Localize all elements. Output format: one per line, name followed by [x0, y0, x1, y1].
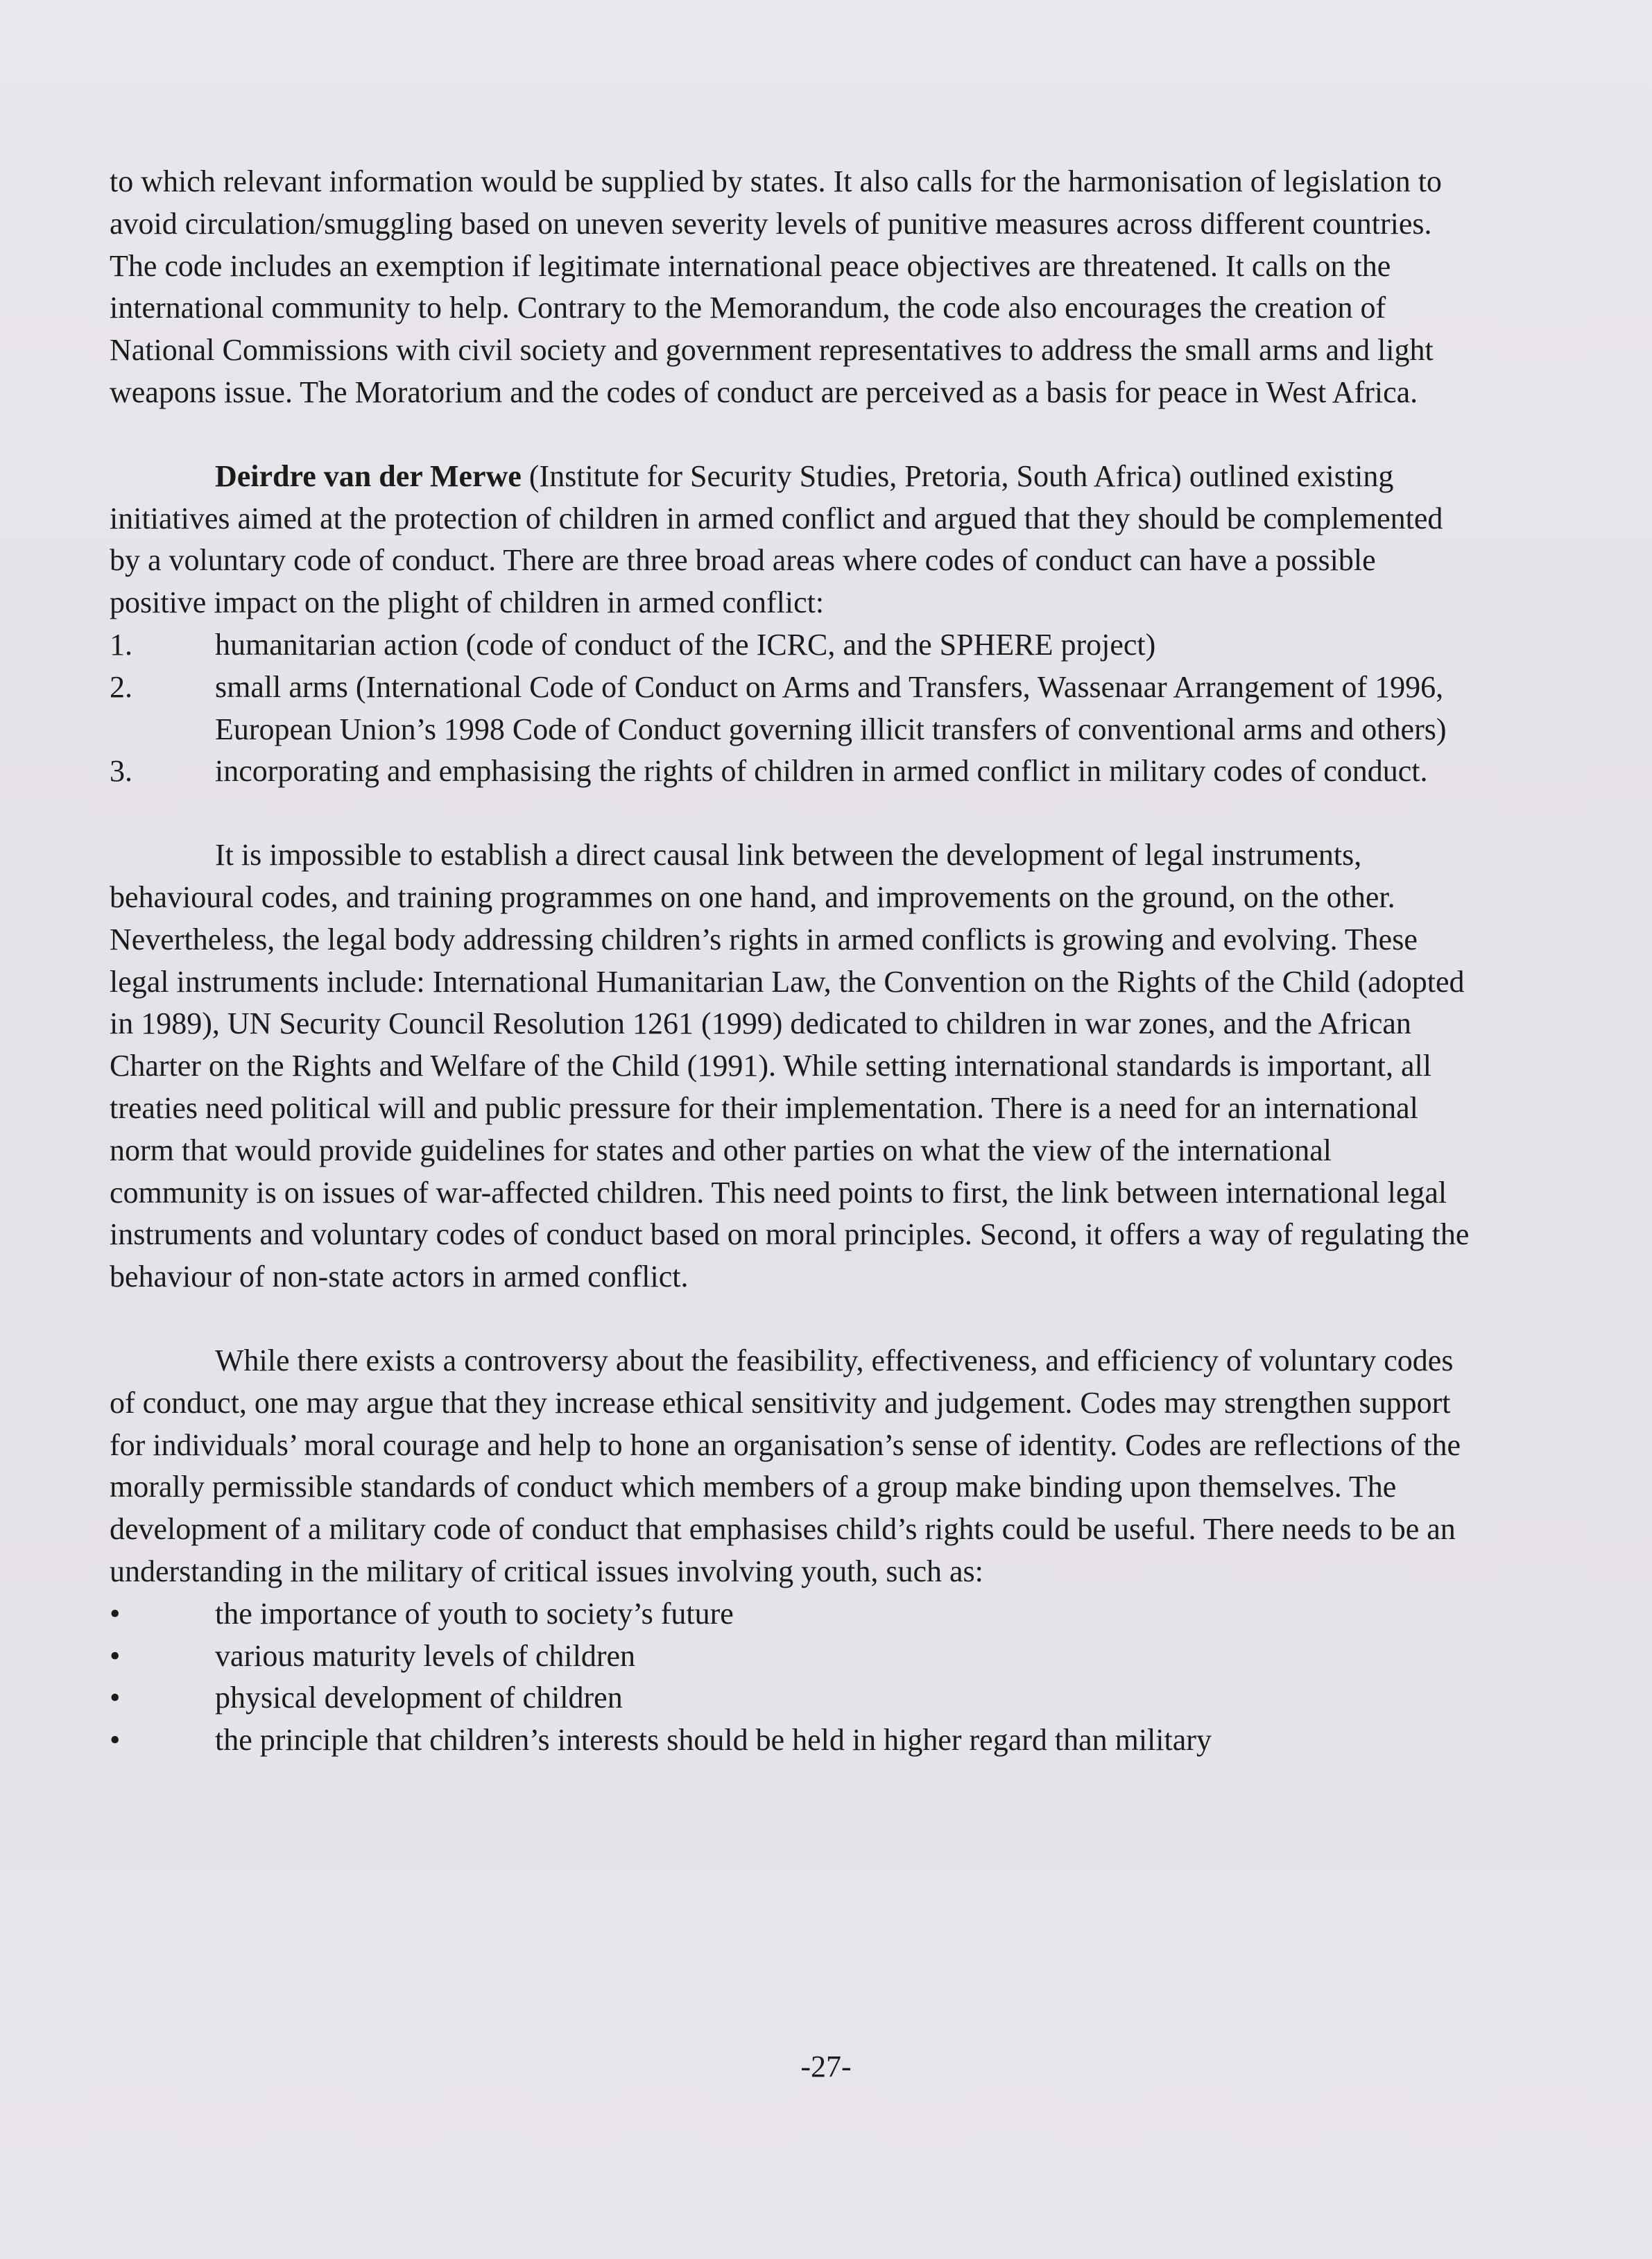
paragraph-gap — [110, 793, 1477, 834]
bullet-item-text: the importance of youth to society’s future — [215, 1596, 734, 1631]
bullet-marker: • — [110, 1723, 121, 1758]
paragraph-3: It is impossible to establish a direct causal link between the development of legal instruments, behavioural codes, and training programmes on one hand, and improvements on the ground, on the other. Nevertheless, the legal body addressing children’s rights in armed conflicts is growing and evolving. These legal instruments include: International Humanitarian Law, the Convention on the Rights of the Child (adopted in 1989), UN Security Council Resolution 1261 (1999) dedicated to children in war zones, and the African Charter on the Rights and Welfare of the Child (1991). While setting international standards is important, all treaties need political will and public pressure for their implementation. There is a need for an international norm that would provide guidelines for states and other parties on what the view of the international community is on issues of war-affected children. This need points to first, the link between international legal instruments and voluntary codes of conduct based on moral principles. Second, it offers a way of regulating the behaviour of non-state actors in armed conflict. — [110, 838, 1470, 1294]
list-number: 2. — [110, 669, 132, 704]
list-item-text: humanitarian action (code of conduct of the ICRC, and the SPHERE project) — [215, 627, 1156, 662]
bullet-marker: • — [110, 1681, 121, 1715]
list-item — [110, 667, 1477, 751]
bullet-item-text: the principle that children’s interests should be held in higher regard than military — [215, 1723, 1212, 1758]
bullet-item-text: physical development of children — [215, 1681, 623, 1715]
list-item-text: small arms (International Code of Conduct on Arms and Transfers, Wassenaar Arrangement of 1996, European Union’s 1998 Code of Conduct governing illicit transfers of conventional arms and others) — [215, 669, 1447, 746]
bullet-marker: • — [110, 1596, 121, 1631]
paragraph-gap — [110, 1298, 1477, 1340]
list-item-text: incorporating and emphasising the rights of children in armed conflict in military codes of conduct. — [215, 754, 1428, 789]
paragraph-2 — [110, 456, 1477, 624]
list-item — [110, 750, 1477, 793]
paragraph-2-text: (Institute for Security Studies, Pretoria, South Africa) outlined existing initiatives aimed at the protection of children in armed conflict and argued that they should be complemented by a voluntary code of conduct. There are three broad areas where codes of conduct can have a possible positive impact on the plight of children in armed conflict: — [110, 458, 1443, 620]
speaker-name: Deirdre van der Merwe — [215, 458, 522, 493]
bullet-item — [110, 1593, 1477, 1635]
bullet-item — [110, 1635, 1477, 1678]
page-number: -27- — [800, 2050, 852, 2084]
bullet-marker: • — [110, 1638, 121, 1673]
list-number: 3. — [110, 754, 132, 789]
paragraph-gap — [110, 414, 1477, 456]
body-text — [110, 161, 1477, 1762]
paragraph-4: While there exists a controversy about the feasibility, effectiveness, and efficiency of voluntary codes of conduct, one may argue that they increase ethical sensitivity and judgement. Codes may strengthen support for individuals’ moral courage and help to hone an organisation’s sense of identity. Codes are reflections of the morally permissible standards of conduct which members of a group make binding upon themselves. The development of a military code of conduct that emphasises child’s rights could be useful. There needs to be an understanding in the military of critical issues involving youth, such as: — [110, 1343, 1461, 1588]
bullet-item — [110, 1677, 1477, 1719]
paragraph-1: to which relevant information would be supplied by states. It also calls for the harmonisation of legislation to avoid circulation/smuggling based on uneven severity levels of punitive measures across different countries. The code includes an exemption if legitimate international peace objectives are threatened. It calls on the international community to help. Contrary to the Memorandum, the code also encourages the creation of National Commissions with civil society and government representatives to address the small arms and light weapons issue. The Moratorium and the codes of conduct are perceived as a basis for peace in West Africa. — [110, 164, 1442, 409]
bullet-item — [110, 1719, 1477, 1762]
bullet-item-text: various maturity levels of children — [215, 1638, 636, 1673]
list-number: 1. — [110, 627, 132, 662]
list-item — [110, 624, 1477, 667]
